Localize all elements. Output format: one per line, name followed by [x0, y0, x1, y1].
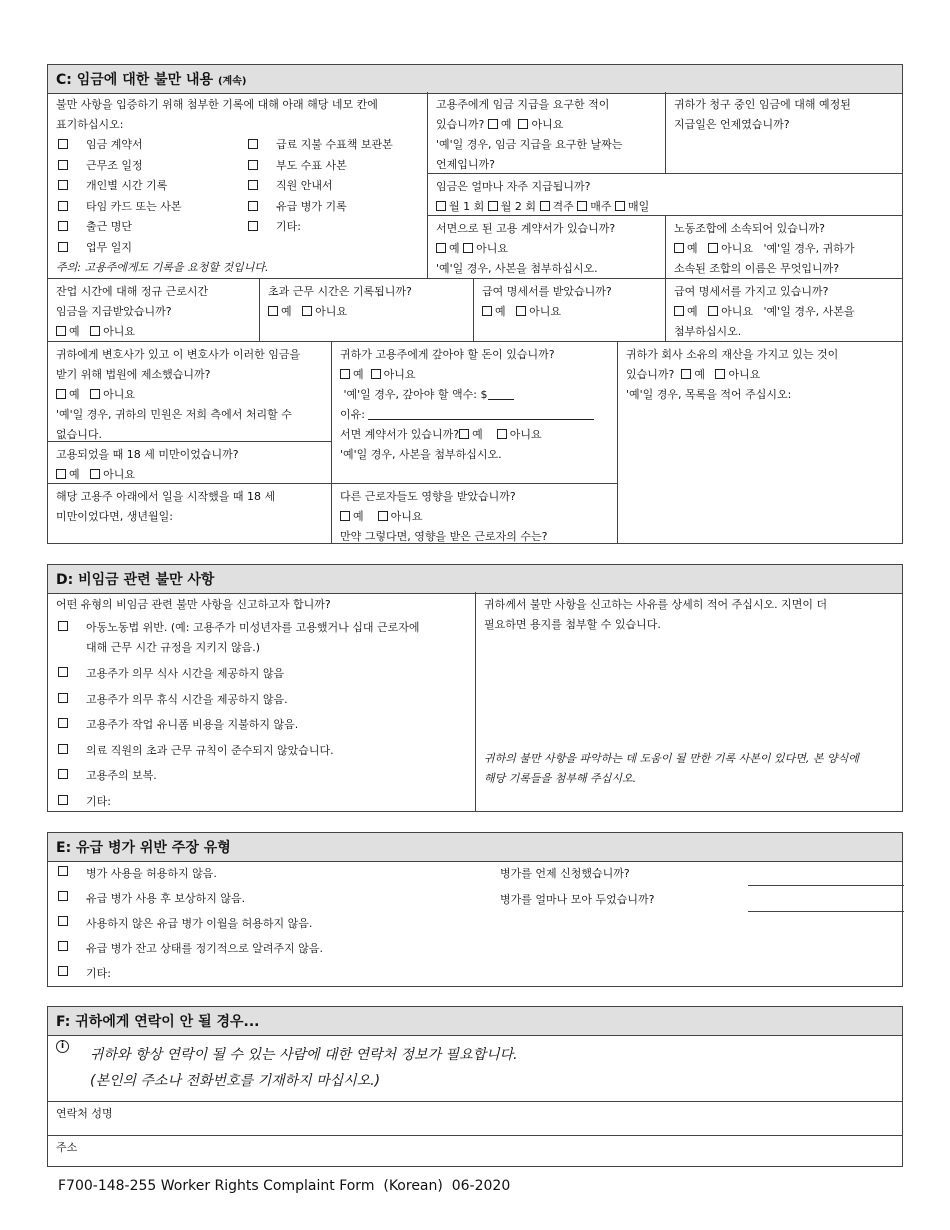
no-label: 아니요 [721, 242, 754, 255]
sickleave-label: 기타: [86, 967, 111, 980]
contract-no-checkbox[interactable] [463, 243, 473, 253]
nonwage-label: 아동노동법 위반. (예: 고용주가 미성년자를 고용했거나 십대 근로자에 [86, 621, 420, 634]
section-c-header [48, 65, 902, 94]
sickleave-request-question [500, 861, 630, 886]
lawyer-note: '예'일 경우, 귀하의 민원은 저희 측에서 처리할 수 [56, 408, 292, 421]
owe-reason-field[interactable] [368, 419, 594, 420]
freq-option: 월 2 회 [500, 200, 536, 213]
property-question2: 있습니까? [626, 368, 675, 381]
others-question: 다른 근로자들도 영향을 받았습니까? [340, 490, 516, 503]
minor-no-checkbox[interactable] [90, 469, 100, 479]
birth-question: 해당 고용주 아래에서 일을 시작했을 때 18 세 [56, 490, 276, 503]
records-label: 부도 수표 사본 [276, 158, 347, 172]
birthdate-cell [48, 484, 332, 543]
contact-address-field[interactable] [48, 1136, 902, 1166]
lawyer-yes-checkbox[interactable] [56, 389, 66, 399]
weekly-checkbox[interactable] [577, 201, 587, 211]
nonwage-label: 고용주가 작업 유니폼 비용을 지불하지 않음. [86, 718, 299, 731]
others-no-checkbox[interactable] [378, 511, 388, 521]
yes-label: 예 [694, 368, 705, 381]
yes-label: 예 [281, 305, 292, 318]
owe-contract-no-checkbox[interactable] [497, 429, 507, 439]
nonwage-list-cell [48, 592, 476, 811]
monthly-checkbox[interactable] [436, 201, 446, 211]
owe-contract-question: 서면 계약서가 있습니까? [340, 428, 460, 441]
frequency-cell [428, 174, 902, 216]
contact-info-note [48, 1034, 902, 1102]
sickleave-label: 유급 병가 사용 후 보상하지 않음. [86, 892, 246, 905]
sickleave-checkbox[interactable] [56, 911, 486, 936]
records-label: 타임 카드 또는 사본 [86, 199, 182, 213]
records-checkbox[interactable] [56, 217, 246, 238]
nonwage-checkbox[interactable] [56, 763, 467, 789]
property-note: '예'일 경우, 목록을 적어 주십시오: [626, 388, 792, 401]
no-label: 아니요 [721, 305, 754, 318]
contract-yes-checkbox[interactable] [436, 243, 446, 253]
contract-note: '예'일 경우, 사본을 첨부하십시오. [436, 262, 598, 275]
demand-date-question: '예'일 경우, 임금 지급을 요구한 날짜는 [436, 138, 623, 151]
records-label: 출근 명단 [86, 220, 133, 233]
records-label: 직원 안내서 [276, 179, 333, 192]
nonwage-details-cell[interactable] [476, 592, 902, 811]
records-checkbox[interactable] [56, 238, 246, 259]
overtime-yes-checkbox[interactable] [268, 306, 278, 316]
payday-question2: 지급일은 언제였습니까? [674, 118, 790, 131]
records-checkbox[interactable] [246, 197, 426, 218]
demand-question: 고용주에게 임금 지급을 요구한 적이 [436, 98, 610, 111]
records-checkbox[interactable] [56, 156, 246, 177]
sickleave-request-field[interactable] [748, 885, 904, 886]
stub-cell [474, 279, 666, 342]
section-c-title: C: 임금에 대한 불만 내용 [56, 72, 214, 88]
contract-cell [428, 216, 666, 279]
nonwage-checkbox[interactable] [56, 661, 467, 687]
contact-address-label: 주소 [56, 1141, 78, 1154]
others-yes-checkbox[interactable] [340, 511, 350, 521]
nonwage-question: 어떤 유형의 비임금 관련 불만 사항을 신고하고자 합니까? [56, 598, 331, 611]
biweekly-checkbox[interactable] [540, 201, 550, 211]
section-f-title: F: 귀하에게 연락이 안 될 경우... [56, 1014, 260, 1030]
no-label: 아니요 [531, 118, 564, 131]
daily-checkbox[interactable] [615, 201, 625, 211]
stub-no-checkbox[interactable] [516, 306, 526, 316]
nonwage-label: 고용주가 의무 식사 시간을 제공하지 않음 [86, 667, 285, 680]
records-checkbox[interactable] [246, 156, 426, 177]
stub-keep-cell [666, 279, 902, 342]
stubkeep-no-checkbox[interactable] [708, 306, 718, 316]
records-checkbox[interactable] [56, 176, 246, 197]
union-note2: 소속된 조합의 이름은 무엇입니까? [674, 262, 840, 275]
lawyer-no-checkbox[interactable] [90, 389, 100, 399]
stubkeep-note: '예'일 경우, 사본을 [763, 305, 855, 318]
sickleave-checkbox[interactable] [56, 886, 486, 911]
section-c-note: (계속) [217, 76, 247, 87]
section-e-header [48, 833, 902, 862]
info-line2: (본인의 주소나 전화번호를 기재하지 마십시오.) [90, 1073, 381, 1089]
no-label: 아니요 [103, 325, 136, 338]
owe-yes-checkbox[interactable] [340, 369, 350, 379]
no-label: 아니요 [476, 242, 509, 255]
records-label: 기타: [276, 220, 301, 233]
yes-label: 예 [353, 510, 364, 523]
records-checkbox[interactable] [56, 135, 246, 156]
section-c [47, 64, 903, 544]
extra-pay-cell [48, 279, 260, 342]
payday-question: 귀하가 청구 중인 임금에 대해 예정된 [674, 98, 851, 111]
owe-question: 귀하가 고용주에게 갚아야 할 돈이 있습니까? [340, 348, 555, 361]
form-footer: F700-148-255 Worker Rights Complaint Form (Korean) 06-2020 [58, 1178, 511, 1194]
no-label: 아니요 [315, 305, 348, 318]
records-checkbox[interactable] [246, 176, 426, 197]
birth-question2: 미만이었다면, 생년월일: [56, 510, 173, 523]
no-label: 아니요 [529, 305, 562, 318]
sickleave-accrued-question [500, 887, 654, 912]
property-no-checkbox[interactable] [715, 369, 725, 379]
nonwage-checkbox[interactable] [56, 618, 467, 658]
others-cell [332, 484, 618, 543]
contact-name-field[interactable] [48, 1102, 902, 1136]
lawyer-question: 귀하에게 변호사가 있고 이 변호사가 이러한 임금을 [56, 348, 301, 361]
demand-yes-checkbox[interactable] [488, 119, 498, 129]
section-f [47, 1006, 903, 1167]
records-label: 개인별 시간 기록 [86, 179, 168, 192]
section-f-header [48, 1007, 902, 1036]
extra-question2: 임금을 지급받았습니까? [56, 305, 172, 318]
contract-question: 서면으로 된 고용 계약서가 있습니까? [436, 222, 616, 235]
details-instruction2: 필요하면 용지를 첨부할 수 있습니다. [484, 618, 661, 631]
stubkeep-question: 급여 명세서를 가지고 있습니까? [674, 285, 829, 298]
demand-date-question2: 언제입니까? [436, 158, 495, 171]
nonwage-checkbox[interactable] [56, 687, 467, 713]
owe-cell [332, 342, 618, 484]
lawyer-question2: 받기 위해 법원에 제소했습니까? [56, 368, 211, 381]
owe-note: '예'일 경우, 사본을 첨부하십시오. [340, 448, 502, 461]
no-label: 아니요 [103, 388, 136, 401]
no-label: 아니요 [728, 368, 761, 381]
stub-yes-checkbox[interactable] [482, 306, 492, 316]
overtime-cell [260, 279, 474, 342]
yes-label: 예 [472, 428, 483, 441]
nonwage-label: 의료 직원의 초과 근무 규칙이 준수되지 않았습니다. [86, 743, 334, 757]
yes-label: 예 [449, 242, 460, 255]
yes-label: 예 [353, 368, 364, 381]
stub-question: 급여 명세서를 받았습니까? [482, 285, 612, 298]
extra-yes-checkbox[interactable] [56, 326, 66, 336]
sickleave-checkbox[interactable] [56, 861, 486, 886]
records-label: 급료 지불 수표책 보관본 [276, 138, 393, 151]
attach-note2: 해당 기록들을 첨부해 주십시오. [484, 772, 637, 785]
freq-option: 격주 [552, 200, 574, 213]
nonwage-label-cont: 대해 근무 시간 규정을 지키지 않음.) [86, 641, 261, 654]
union-question: 노동조합에 소속되어 있습니까? [674, 222, 825, 235]
contact-name-label: 연락처 성명 [56, 1107, 113, 1120]
yes-label: 예 [687, 305, 698, 318]
sickleave-accrued-field[interactable] [748, 911, 904, 912]
property-yes-checkbox[interactable] [681, 369, 691, 379]
extra-question: 잔업 시간에 대해 정규 근로시간 [56, 285, 209, 298]
demand-no-checkbox[interactable] [518, 119, 528, 129]
stubkeep-yes-checkbox[interactable] [674, 306, 684, 316]
owe-contract-yes-checkbox[interactable] [459, 429, 469, 439]
section-e-title: E: 유급 병가 위반 주장 유형 [56, 840, 231, 856]
records-label: 근무조 일정 [86, 158, 143, 172]
records-checkbox[interactable] [246, 135, 426, 156]
yes-label: 예 [69, 325, 80, 338]
minor-yes-checkbox[interactable] [56, 469, 66, 479]
lawyer-cell [48, 342, 332, 442]
union-no-checkbox[interactable] [708, 243, 718, 253]
demand-question2: 있습니까? [436, 118, 485, 131]
yes-label: 예 [69, 388, 80, 401]
sickleave-checkbox[interactable] [56, 936, 486, 961]
attach-note: 귀하의 불만 사항을 파악하는 데 도움이 될 만한 기록 사본이 있다면, 본 양식에 [484, 752, 859, 765]
extra-no-checkbox[interactable] [90, 326, 100, 336]
no-label: 아니요 [390, 510, 423, 523]
property-question: 귀하가 회사 소유의 재산을 가지고 있는 것이 [626, 348, 839, 361]
stubkeep-note2: 첨부하십시오. [674, 325, 742, 338]
records-intro2: 표기하십시오: [56, 118, 124, 131]
owe-no-checkbox[interactable] [371, 369, 381, 379]
nonwage-label: 기타: [86, 794, 111, 808]
property-cell [618, 342, 902, 543]
records-intro: 불만 사항을 입증하기 위해 첨부한 기록에 대해 아래 해당 네모 칸에 [56, 98, 378, 111]
q1-label: 병가를 언제 신청했습니까? [500, 867, 630, 880]
union-note: '예'일 경우, 귀하가 [763, 242, 855, 255]
owe-amount-label: '예'일 경우, 갚아야 할 액수: $ [343, 388, 488, 401]
section-e [47, 832, 903, 987]
minor-question: 고용되었을 때 18 세 미만이었습니까? [56, 448, 239, 461]
semimonthly-checkbox[interactable] [488, 201, 498, 211]
records-label: 유급 병가 기록 [276, 199, 347, 213]
owe-amount-field[interactable] [488, 399, 514, 400]
freq-option: 매주 [590, 200, 612, 213]
records-cell [48, 92, 428, 279]
section-d-header [48, 565, 902, 594]
nonwage-label: 고용주가 의무 휴식 시간을 제공하지 않음. [86, 692, 288, 706]
nonwage-checkbox[interactable] [56, 789, 467, 815]
owe-reason-label: 이유: [340, 408, 365, 421]
no-label: 아니요 [383, 368, 416, 381]
section-d-title: D: 비임금 관련 불만 사항 [56, 572, 215, 588]
freq-option: 매일 [628, 200, 650, 213]
sickleave-label: 유급 병가 잔고 상태를 정기적으로 알려주지 않음. [86, 942, 323, 955]
union-cell [666, 216, 902, 279]
yes-label: 예 [69, 468, 80, 481]
sickleave-checkbox[interactable] [56, 961, 486, 986]
nonwage-checkbox[interactable] [56, 712, 467, 738]
info-line1: 귀하와 항상 연락이 될 수 있는 사람에 대한 연락처 정보가 필요합니다. [90, 1047, 518, 1063]
sickleave-label: 병가 사용을 허용하지 않음. [86, 867, 217, 880]
nonwage-checkbox[interactable] [56, 738, 467, 764]
sickleave-label: 사용하지 않은 유급 병가 이월을 허용하지 않음. [86, 917, 313, 930]
records-checkbox[interactable] [246, 217, 426, 238]
records-caution: 주의: 고용주에게도 기록을 요청할 것입니다. [56, 261, 269, 274]
overtime-question: 초과 근무 시간은 기록됩니까? [268, 285, 412, 298]
frequency-question: 임금은 얼마나 자주 지급됩니까? [436, 180, 591, 193]
records-checkbox[interactable] [56, 197, 246, 218]
yes-label: 예 [687, 242, 698, 255]
payday-cell [666, 92, 902, 174]
lawyer-note2: 없습니다. [56, 428, 103, 441]
no-label: 아니요 [509, 428, 542, 441]
q2-label: 병가를 얼마나 모아 두었습니까? [500, 893, 655, 906]
yes-label: 예 [495, 305, 506, 318]
freq-option: 월 1 회 [449, 200, 485, 213]
minor-cell [48, 442, 332, 484]
section-d [47, 564, 903, 812]
no-label: 아니요 [103, 468, 136, 481]
yes-label: 예 [500, 118, 512, 131]
union-yes-checkbox[interactable] [674, 243, 684, 253]
details-instruction: 귀하께서 불만 사항을 신고하는 사유를 상세히 적어 주십시오. 지면이 더 [484, 598, 828, 611]
demand-cell [428, 92, 666, 174]
info-icon: i [56, 1040, 69, 1053]
nonwage-label: 고용주의 보복. [86, 769, 157, 782]
overtime-no-checkbox[interactable] [302, 306, 312, 316]
others-count-question: 만약 그렇다면, 영향을 받은 근로자의 수는? [340, 530, 548, 543]
records-label: 임금 계약서 [86, 138, 143, 151]
records-label: 업무 일지 [86, 240, 133, 254]
